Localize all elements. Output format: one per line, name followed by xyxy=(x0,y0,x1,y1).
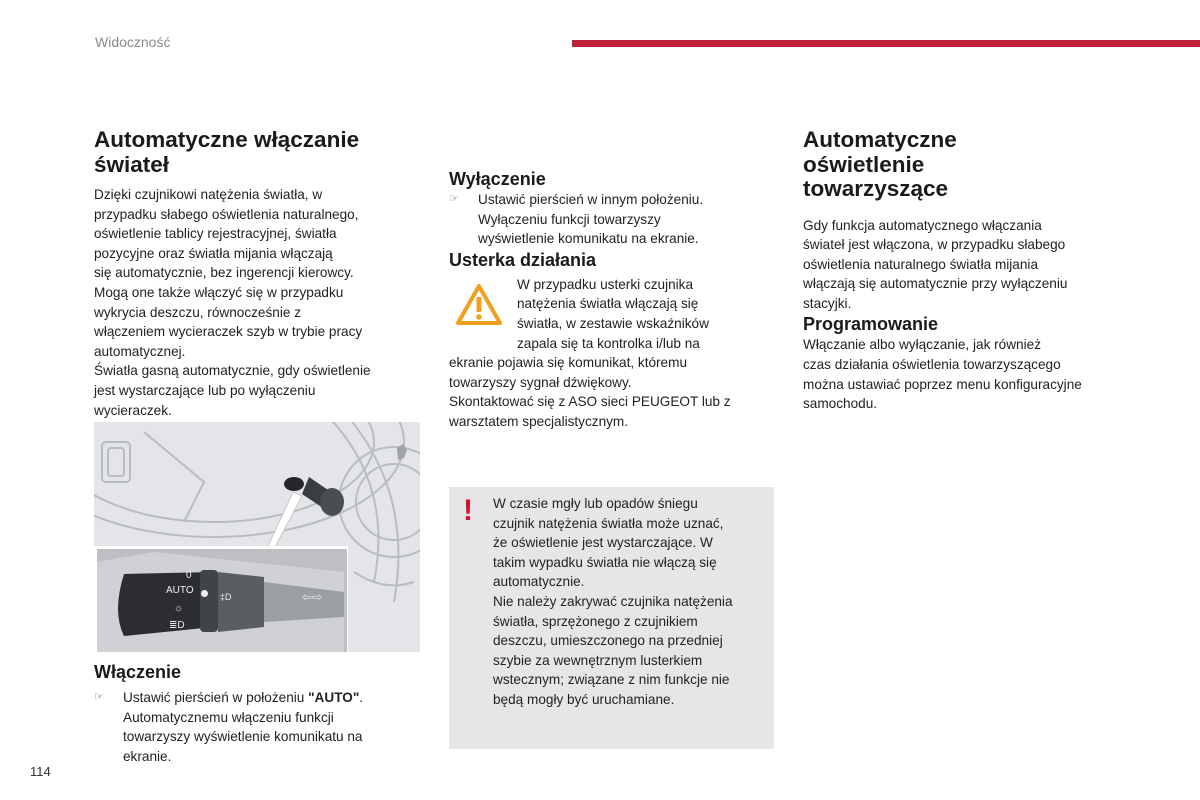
auto-position-label: AUTO xyxy=(166,585,194,596)
text-line: czujnik natężenia światła może uznać, xyxy=(493,515,724,531)
text-line: stacyjki. xyxy=(803,295,852,311)
text-line: towarzyszy sygnał dźwiękowy. xyxy=(449,374,632,390)
text-line: Ustawić pierścień w innym położeniu. xyxy=(478,192,704,207)
text-line: Wyłączeniu funkcji towarzyszy xyxy=(478,211,661,227)
text-line: światła, w zestawie wskaźników xyxy=(517,315,709,331)
title-line: świateł xyxy=(94,151,170,177)
text-line: oświetlenie tablicy rejestracyjnej, światła xyxy=(94,226,337,242)
text-line: wycieraczek. xyxy=(94,402,172,418)
warning-triangle-icon xyxy=(455,283,503,327)
text-line: oświetlenia naturalnego światła mijania xyxy=(803,256,1039,272)
text-line: świateł jest włączona, w przypadku słabego xyxy=(803,237,1066,253)
text-line: włączają się automatycznie przy wyłączeniu xyxy=(803,276,1068,292)
text-line: będą mogły być uruchamiane. xyxy=(493,691,675,707)
text-line: W przypadku usterki czujnika xyxy=(517,276,694,292)
text-line: wyświetlenie komunikatu na ekranie. xyxy=(478,231,699,247)
guide-me-home-description xyxy=(803,216,1133,314)
switch-on-heading: Włączenie xyxy=(94,662,182,682)
switch-on-instruction xyxy=(94,688,424,766)
text-line: można ustawiać poprzez menu konfiguracyjne xyxy=(803,376,1082,392)
text-line: Włączanie albo wyłączanie, jak również xyxy=(803,337,1041,353)
text-line: deszczu, umieszczonego na przedniej xyxy=(493,633,723,649)
middle-column xyxy=(449,168,774,432)
text-line: Gdy funkcja automatycznego włączania xyxy=(803,217,1042,233)
sidelight-icon: ☼ xyxy=(174,603,184,614)
text-line: Skontaktować się z ASO sieci PEUGEOT lub z xyxy=(449,394,731,410)
text-line: samochodu. xyxy=(803,396,878,412)
text-line: szybie za wewnętrznym lusterkiem xyxy=(493,652,703,668)
title-line: Automatyczne włączanie xyxy=(94,127,360,152)
programming-description xyxy=(803,335,1133,413)
text-line: takim wypadku światła nie włączą się xyxy=(493,554,717,570)
title-line: towarzyszące xyxy=(803,176,949,201)
lighting-stalk-illustration xyxy=(94,422,420,652)
text-line: światła, sprzężonego z czujnikiem xyxy=(493,613,698,629)
programming-heading: Programowanie xyxy=(803,314,939,335)
text-line: wstecznym; związane z nim funkcje nie xyxy=(493,672,730,688)
auto-position-name: "AUTO" xyxy=(308,690,360,705)
text-line: Światła gasną automatycznie, gdy oświetlenie xyxy=(94,363,371,379)
text-line: Automatycznemu włączeniu funkcji xyxy=(123,709,334,725)
fog-light-icon: ‡D xyxy=(220,592,232,602)
text-line: Mogą one także włączyć się w przypadku xyxy=(94,284,344,300)
text-line: towarzyszy wyświetlenie komunikatu na xyxy=(123,729,363,745)
instruction-text: Ustawić pierścień w położeniu xyxy=(123,690,309,705)
page-number: 114 xyxy=(30,764,51,779)
pointing-hand-icon: ☞ xyxy=(94,691,104,703)
text-line: że oświetlenie jest wystarczające. W xyxy=(493,535,713,551)
instruction-text-end: . xyxy=(359,690,364,705)
title-line: oświetlenie xyxy=(803,151,925,177)
text-line: zapala się ta kontrolka i/lub na xyxy=(517,335,700,351)
text-line: Dzięki czujnikowi natężenia światła, w xyxy=(94,187,323,202)
text-line: przypadku słabego oświetlenia naturalnego, xyxy=(94,206,359,222)
text-line: jest wystarczające lub po wyłączeniu xyxy=(94,382,316,398)
text-line: automatycznie. xyxy=(493,574,585,590)
switch-off-heading: Wyłączenie xyxy=(449,169,546,189)
section-label: Widoczność xyxy=(95,34,171,50)
text-line: Nie należy zakrywać czujnika natężenia xyxy=(493,593,733,609)
indicator-arrows-icon: ⇦⇨ xyxy=(302,590,323,604)
ring-indicator-dot xyxy=(201,590,208,597)
exclamation-icon: ! xyxy=(463,494,473,527)
auto-lighting-title xyxy=(94,128,424,177)
pointing-hand-icon: ☞ xyxy=(449,193,459,205)
header-accent-bar xyxy=(572,40,1200,47)
bullet-item xyxy=(94,688,424,766)
text-line: natężenia światła włączają się xyxy=(517,296,699,312)
guide-me-home-title xyxy=(803,128,1133,202)
bullet-item xyxy=(449,190,774,249)
text-line: czas działania oświetlenia towarzyszącego xyxy=(803,357,1061,373)
text-line: ekranie. xyxy=(123,748,172,764)
text-line: się automatycznie, bez ingerencji kierowcy. xyxy=(94,265,354,281)
malfunction-heading: Usterka działania xyxy=(449,249,597,270)
caution-note xyxy=(449,487,774,749)
text-line: W czasie mgły lub opadów śniegu xyxy=(493,496,698,511)
text-line: pozycyjne oraz światła mijania włączają xyxy=(94,245,333,261)
right-column xyxy=(803,128,1133,414)
malfunction-description xyxy=(449,275,774,432)
off-position-label: 0 xyxy=(186,570,192,581)
title-line: Automatyczne xyxy=(803,127,957,152)
text-line: automatycznej. xyxy=(94,343,186,359)
low-beam-icon: ≣D xyxy=(169,620,185,631)
caution-note-text xyxy=(493,494,768,710)
text-line: włączeniem wycieraczek szyb w trybie pracy xyxy=(94,324,363,340)
left-column xyxy=(94,128,424,420)
text-line: warsztatem specjalistycznym. xyxy=(449,413,629,429)
text-line: wykrycia deszczu, równocześnie z xyxy=(94,304,301,320)
text-line: ekranie pojawia się komunikat, któremu xyxy=(449,355,688,371)
auto-lighting-description xyxy=(94,185,424,420)
